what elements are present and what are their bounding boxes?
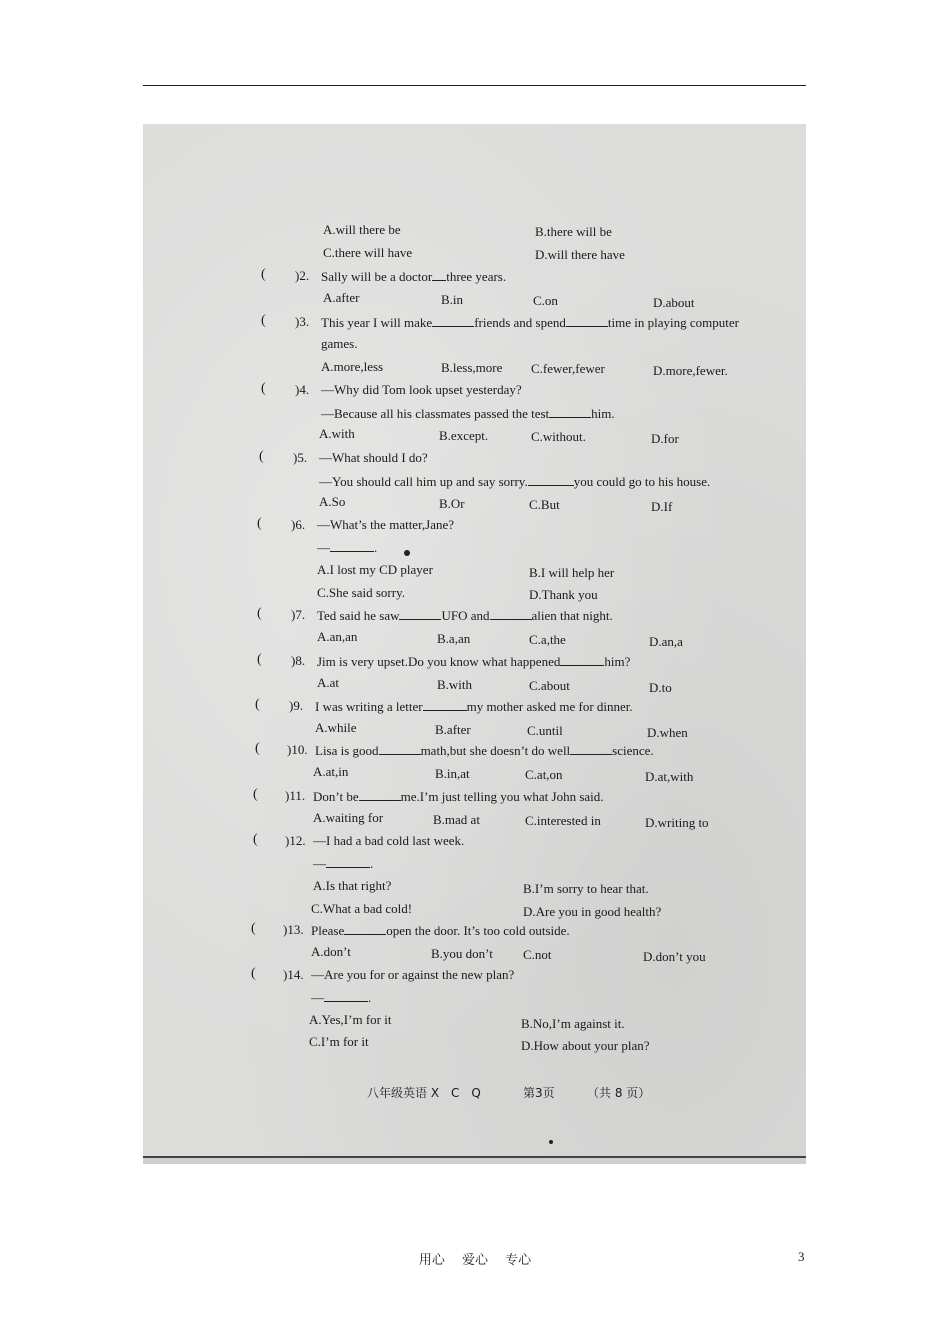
option: C.until <box>527 723 563 738</box>
question-text-cont: —Because all his classmates passed the test him. <box>321 406 615 421</box>
option: C.without. <box>531 429 586 444</box>
option: C.fewer,fewer <box>531 361 605 376</box>
question-text-cont: — . <box>317 540 378 555</box>
question-number: )10. <box>287 742 308 757</box>
option: C.I’m for it <box>309 1034 369 1049</box>
question-text: Don’t be me.I’m just telling you what John said. <box>313 789 604 804</box>
scan-footer-subject: 八年级英语 X C Q <box>367 1086 481 1100</box>
answer-paren: ( <box>255 741 260 756</box>
option: B.except. <box>439 428 489 443</box>
question-text: —Why did Tom look upset yesterday? <box>321 382 522 397</box>
question-text: Ted said he saw UFO and alien that night. <box>317 608 613 623</box>
answer-paren: ( <box>257 652 262 667</box>
option: D.How about your plan? <box>521 1038 650 1053</box>
question-number: )12. <box>285 833 306 848</box>
question-number: )7. <box>291 607 306 622</box>
answer-paren: ( <box>257 606 262 621</box>
question-number: )14. <box>283 967 304 982</box>
option: B.Or <box>439 496 465 511</box>
header-rule <box>143 85 806 86</box>
question-text: This year I will make friends and spend time in playing computer <box>321 315 739 330</box>
question-text: —What’s the matter,Jane? <box>317 517 455 532</box>
question-text-cont: — . <box>311 990 372 1005</box>
answer-paren: ( <box>261 381 266 396</box>
question-text: —Are you for or against the new plan? <box>311 967 515 982</box>
question-number: )13. <box>283 922 304 937</box>
question-text-cont: games. <box>321 336 358 351</box>
option: A.with <box>319 426 355 441</box>
answer-paren: ( <box>253 787 258 802</box>
answer-paren: ( <box>261 267 266 282</box>
answer-paren: ( <box>259 449 264 464</box>
question-text: I was writing a letter my mother asked me for dinner. <box>315 699 633 714</box>
option: B.I will help her <box>529 565 615 580</box>
option: A.more,less <box>321 359 384 374</box>
option: D.will there have <box>535 247 625 262</box>
option: B.less,more <box>441 360 503 375</box>
option: B.there will be <box>535 224 612 239</box>
option: A.don’t <box>311 944 351 959</box>
scan-footer-page: 第3页 <box>523 1086 555 1100</box>
option: A.at <box>317 675 340 690</box>
question-number: )11. <box>285 788 306 803</box>
option: C.a,the <box>529 632 566 647</box>
ink-dot <box>404 550 410 556</box>
option: A.after <box>323 290 360 305</box>
option: D.Thank you <box>529 587 598 602</box>
question-text: Lisa is good math,but she doesn’t do well science. <box>315 743 654 758</box>
option: A.I lost my CD player <box>317 562 433 577</box>
question-text-cont: —You should call him up and say sorry. you could go to his house. <box>319 474 711 489</box>
option: A.an,an <box>317 629 358 644</box>
option: A.waiting for <box>313 810 384 825</box>
question-number: )2. <box>295 268 310 283</box>
answer-paren: ( <box>251 966 256 981</box>
option: C.interested in <box>525 813 601 828</box>
option: B.you don’t <box>431 946 493 961</box>
question-number: )9. <box>289 698 304 713</box>
scan-footer-total: （共 8 页） <box>587 1086 651 1100</box>
question-text: Jim is very upset.Do you know what happened him? <box>317 654 631 669</box>
option: C.on <box>533 293 558 308</box>
option: D.Are you in good health? <box>523 904 662 919</box>
option: C.What a bad cold! <box>311 901 413 916</box>
option: B.in <box>441 292 464 307</box>
option: B.in,at <box>435 766 470 781</box>
option: D.don’t you <box>643 949 706 964</box>
option: D.for <box>651 431 679 446</box>
option: D.more,fewer. <box>653 363 728 378</box>
answer-paren: ( <box>253 832 258 847</box>
option: C.She said sorry. <box>317 585 405 600</box>
option: A.Is that right? <box>313 878 392 893</box>
option: B.after <box>435 722 471 737</box>
option: A.Yes,I’m for it <box>309 1012 392 1027</box>
option: C.about <box>529 678 570 693</box>
question-text: —I had a bad cold last week. <box>313 833 465 848</box>
option: D.an,a <box>649 634 683 649</box>
option: D.at,with <box>645 769 694 784</box>
question-text-cont: — . <box>313 856 374 871</box>
scanned-page <box>143 124 806 1164</box>
question-number: )5. <box>293 450 308 465</box>
answer-paren: ( <box>255 697 260 712</box>
option: B.I’m sorry to hear that. <box>523 881 649 896</box>
option: A.at,in <box>313 764 349 779</box>
question-text: Sally will be a doctor three years. <box>321 269 507 284</box>
option: C.But <box>529 497 560 512</box>
option: D.writing to <box>645 815 709 830</box>
answer-paren: ( <box>251 921 256 936</box>
ink-dot <box>549 1140 553 1144</box>
option: A.while <box>315 720 357 735</box>
option: B.mad at <box>433 812 480 827</box>
option: B.a,an <box>437 631 471 646</box>
option: C.not <box>523 947 552 962</box>
option: D.about <box>653 295 695 310</box>
option: D.to <box>649 680 672 695</box>
option: A.will there be <box>323 222 401 237</box>
option: D.If <box>651 499 673 514</box>
scan-bottom-edge <box>143 1156 806 1164</box>
question-number: )8. <box>291 653 306 668</box>
question-number: )3. <box>295 314 310 329</box>
question-text: Please open the door. It’s too cold outside. <box>311 923 570 938</box>
option: C.there will have <box>323 245 413 260</box>
option: D.when <box>647 725 688 740</box>
footer-motto: 用心 爱心 专心 <box>418 1253 532 1268</box>
page-number: 3 <box>798 1249 805 1264</box>
question-text: —What should I do? <box>319 450 428 465</box>
question-number: )6. <box>291 517 306 532</box>
question-number: )4. <box>295 382 310 397</box>
answer-paren: ( <box>261 313 266 328</box>
option: B.No,I’m against it. <box>521 1016 625 1031</box>
answer-paren: ( <box>257 516 262 531</box>
option: C.at,on <box>525 767 563 782</box>
option: B.with <box>437 677 473 692</box>
option: A.So <box>319 494 346 509</box>
